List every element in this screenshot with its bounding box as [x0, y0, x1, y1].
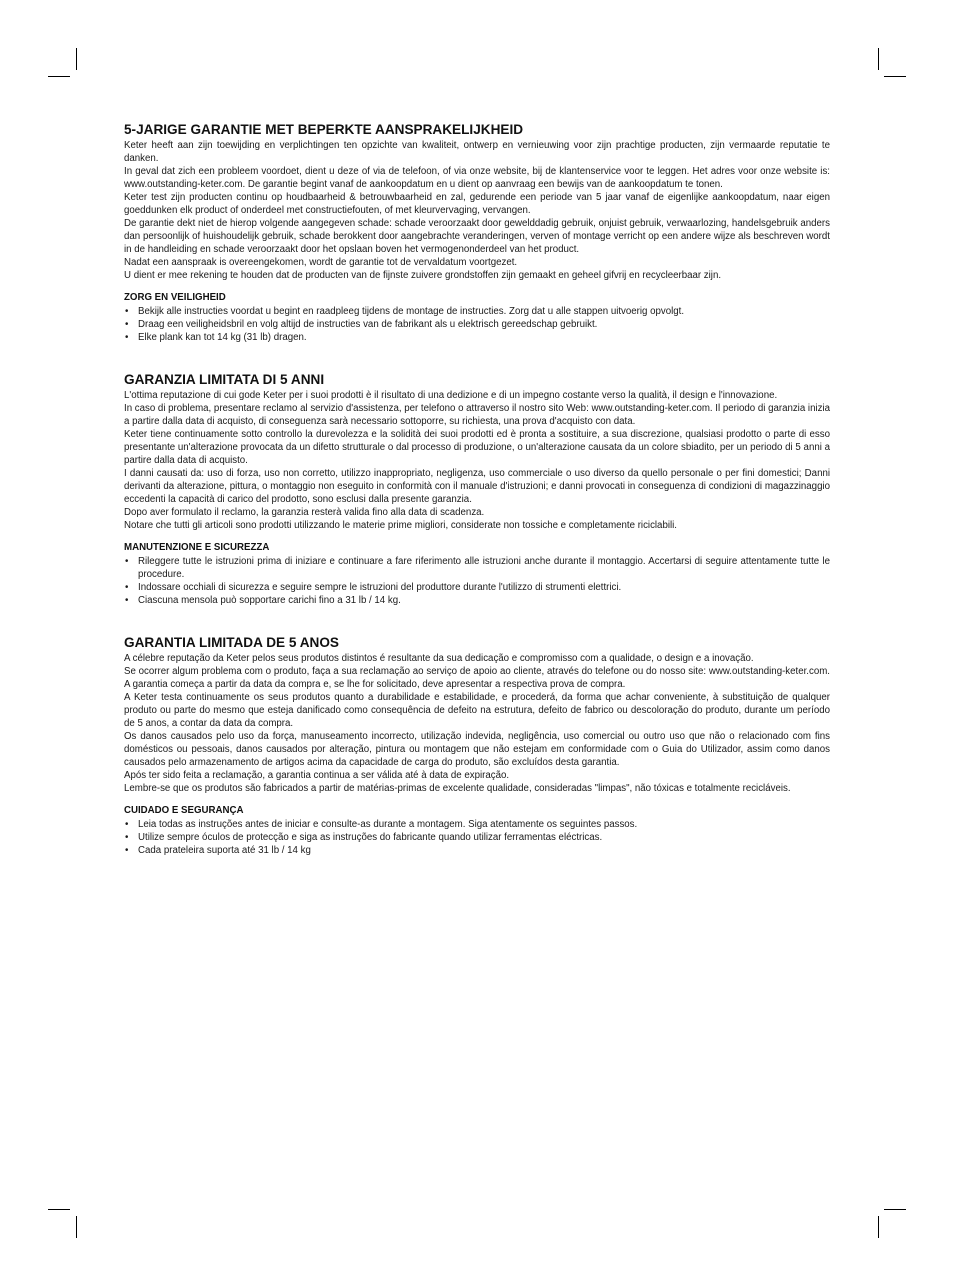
care-title: MANUTENZIONE E SICUREZZA: [124, 542, 270, 553]
paragraph: A célebre reputação da Keter pelos seus produtos distintos é resultante da sua dedicação e compromisso com a qualidade, o design e a inovação.: [124, 653, 754, 664]
document-body: [124, 122, 830, 885]
crop-mark: [48, 76, 70, 77]
paragraph: Keter test zijn producten continu op houdbaarheid & betrouwbaarheid en zal, gedurende een periode van 5 jaar vanaf de eigenlijke aankoopdatum, naar eigen goeddunken elk product of onderdeel met constructiefouten, of met kleurvervaging, vervangen.: [124, 192, 830, 216]
list-item: • Utilize sempre óculos de protecção e siga as instruções do fabricante quando utilizar ferramentas eléctricas.: [124, 831, 830, 844]
crop-mark: [76, 48, 77, 70]
list-item: • Rileggere tutte le istruzioni prima di iniziare e continuare a fare riferimento alle istruzioni anche durante il montaggio. Accertarsi di seguire attentamente tutte le procedure.: [124, 555, 830, 581]
list-item: • Indossare occhiali di sicurezza e seguire sempre le istruzioni del produttore durante l'utilizzo di strumenti elettrici.: [124, 581, 830, 594]
care-list: [124, 555, 830, 607]
warranty-section-pt: [124, 635, 830, 857]
paragraph: Keter tiene continuamente sotto controllo la durevolezza e la solidità dei suoi prodotti ed è pronta a sostituire, a sua discrezione, qualsiasi prodotto o parte di esso presentante un'alterazione provocata da un difetto strutturale o dal processo di produzione, o un'alterazione causata da un colore sbiadito, per un periodo di 5 anni a partire dalla data di acquisto.: [124, 429, 830, 466]
paragraph: Os danos causados pelo uso da força, manuseamento incorrecto, utilização indevida, negligência, uso comercial ou outro uso que não o relacionado com fins domésticos ou pessoais, danos causados por alteração, pintura ou montagem que não estejam em conformidade com o Guia do Utilizador, assim como danos causados pelo armazenamento de artigos acima da capacidade de carga do produto, são excluídos desta garantia.: [124, 731, 830, 768]
paragraph: Nadat een aanspraak is overeengekomen, wordt de garantie tot de vervaldatum voortgezet.: [124, 257, 518, 268]
crop-mark: [884, 76, 906, 77]
paragraph: A Keter testa continuamente os seus produtos quanto a durabilidade e estabilidade, e procederá, da forma que achar conveniente, à substituição de qualquer produto ou parte do mesmo que esteja danificado como consequência de defeito na estrutura, defeito de fabrico ou descoloração do produto, durante um período de 5 anos, a contar da data da compra.: [124, 692, 830, 729]
care-list: [124, 305, 830, 344]
paragraph: In caso di problema, presentare reclamo al servizio d'assistenza, per telefono o attraverso il nostro sito Web: www.outstanding-keter.com. Il periodo di garanzia inizia a partire dalla data di acquisto, di conseguenza sarà necessario sottoporre, su richiesta, una prova d'acquisto con data.: [124, 403, 830, 427]
paragraph: Dopo aver formulato il reclamo, la garanzia resterà valida fino alla data di scadenza.: [124, 507, 485, 518]
warranty-section-nl: [124, 122, 830, 344]
paragraph: I danni causati da: uso di forza, uso non corretto, utilizzo inappropriato, negligenza, uso commerciale o uso diverso da quello personale o per fini domestici; Danni derivanti da alterazione, pittura, o montaggio non eseguito in conformità con il manuale d'istruzioni; e danni provocati in conseguenza di condizioni di magazzinaggio eccedenti la capacità di carico del prodotto, sono esclusi dalla presente garanzia.: [124, 468, 830, 505]
crop-mark: [76, 1216, 77, 1238]
paragraph: In geval dat zich een probleem voordoet, dient u deze of via de telefoon, of via onze website, bij de klantenservice voor te leggen. Het adres voor onze website is: www.outstanding-keter.com. De garantie begint vanaf de aankoopdatum en u dient op aanvraag een bewijs van de aankoopdatum te tonen.: [124, 166, 830, 190]
section-title: 5-JARIGE GARANTIE MET BEPERKTE AANSPRAKELIJKHEID: [124, 122, 524, 137]
care-title: ZORG EN VEILIGHEID: [124, 292, 226, 303]
paragraph: L'ottima reputazione di cui gode Keter per i suoi prodotti è il risultato di una dedizione e di un impegno costante verso la qualità, il design e l'innovazione.: [124, 390, 778, 401]
paragraph: Notare che tutti gli articoli sono prodotti utilizzando le materie prime migliori, considerate non tossiche e completamente riciclabili.: [124, 520, 677, 531]
crop-mark: [884, 1209, 906, 1210]
list-item: • Cada prateleira suporta até 31 lb / 14 kg: [124, 844, 830, 857]
crop-mark: [48, 1209, 70, 1210]
care-list: [124, 818, 830, 857]
paragraph: Keter heeft aan zijn toewijding en verplichtingen ten opzichte van kwaliteit, ontwerp en vernieuwing voor zijn prachtige producten, zijn vermaarde reputatie te danken.: [124, 140, 830, 164]
warranty-section-it: [124, 372, 830, 607]
section-title: GARANZIA LIMITATA DI 5 ANNI: [124, 372, 325, 387]
list-item: • Leia todas as instruções antes de iniciar e consulte-as durante a montagem. Siga atentamente os seguintes passos.: [124, 818, 830, 831]
paragraph: De garantie dekt niet de hierop volgende aangegeven schade: schade veroorzaakt door gewelddadig gebruik, onjuist gebruik, verwaarlozing, handelsgebruik anders dan persoonlijk of huishoudelijk gebruik, schade berokkent door aangebrachte veranderingen, verven of montage verricht op een andere wijze als beschreven wordt in de handleiding en schade veroorzaakt door het opslaan boven het vermogenonderdeel van het product.: [124, 218, 830, 255]
list-item: • Elke plank kan tot 14 kg (31 lb) dragen.: [124, 331, 830, 344]
section-title: GARANTIA LIMITADA DE 5 ANOS: [124, 635, 339, 650]
paragraph: U dient er mee rekening te houden dat de producten van de fijnste zuivere grondstoffen zijn gemaakt en geheel gifvrij en recycleerbaar zijn.: [124, 270, 722, 281]
crop-mark: [878, 48, 879, 70]
paragraph: Se ocorrer algum problema com o produto, faça a sua reclamação ao serviço de apoio ao cliente, através do telefone ou do nosso site: www.outstanding-keter.com. A garantia começa a partir da data da compra e, se lhe for solicitado, deve apresentar a respectiva prova de compra.: [124, 666, 830, 690]
care-title: CUIDADO E SEGURANÇA: [124, 805, 244, 816]
list-item: • Ciascuna mensola può sopportare carichi fino a 31 lb / 14 kg.: [124, 594, 830, 607]
paragraph: Após ter sido feita a reclamação, a garantia continua a ser válida até à data de expiração.: [124, 770, 510, 781]
list-item: • Draag een veiligheidsbril en volg altijd de instructies van de fabrikant als u elektrisch gereedschap gebruikt.: [124, 318, 830, 331]
paragraph: Lembre-se que os produtos são fabricados a partir de matérias-primas de excelente qualidade, consideradas "limpas", não tóxicas e totalmente recicláveis.: [124, 783, 791, 794]
list-item: • Bekijk alle instructies voordat u begint en raadpleeg tijdens de montage de instructies. Zorg dat u alle stappen uitvoerig opvolgt.: [124, 305, 830, 318]
crop-mark: [878, 1216, 879, 1238]
